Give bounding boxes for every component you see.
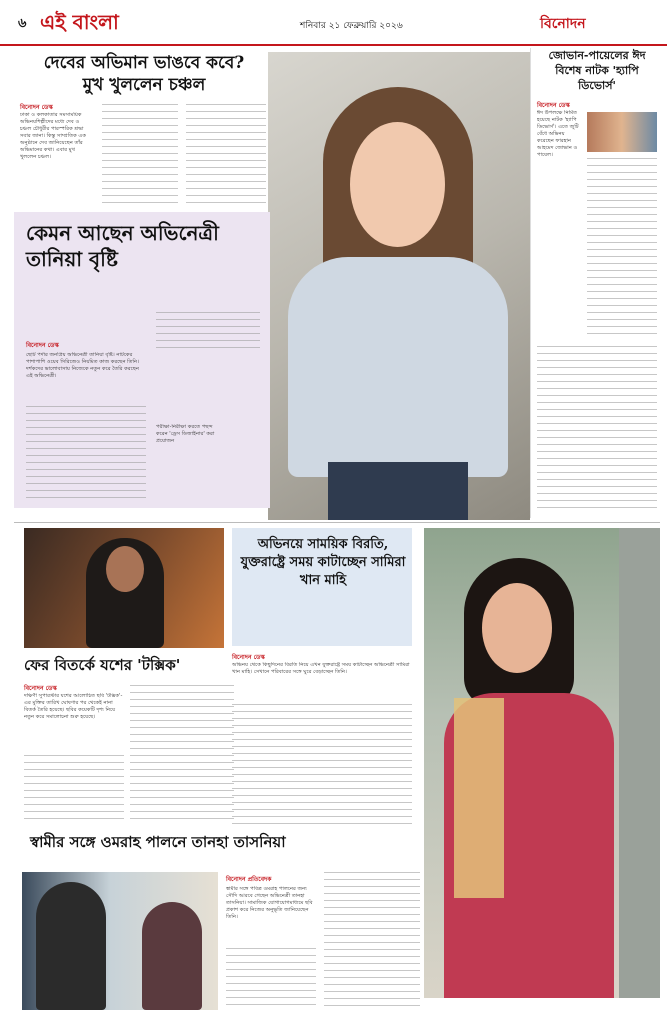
headline: দেবের অভিমান ভাঙবে কবে? মুখ খুললেন চঞ্চল [43, 53, 245, 95]
text-column [226, 948, 316, 1008]
text-column [26, 406, 146, 502]
article-text: অভিনয় থেকে কিছুদিনের বিরতি নিয়ে এখন যুক্তরাষ্ট্রে সময় কাটাচ্ছেন অভিনেত্রী সামিরা খান মাহি। সেখানে পরিবারের সঙ্গে ঘুরে বেড়াচ্ছেন তিনি। [232, 662, 410, 675]
pillar-shape [619, 528, 660, 998]
headline: স্বামীর সঙ্গে ওমরাহ পালনে তানহা তাসনিয়া [30, 833, 286, 851]
article-jovan [530, 48, 661, 518]
article-tanha [14, 832, 424, 1012]
headline: ফের বিতর্কে যশের 'টক্সিক' [24, 656, 181, 674]
figure-shape [142, 902, 202, 1010]
article-text: ঈদ উপলক্ষে নির্মিত হয়েছে নাটক 'হ্যাপি ডিভোর্স'। এতে জুটি বেঁধে অভিনয় করেছেন ফারহান আহমেদ জোভান ও পায়েল। [537, 110, 579, 158]
photo-tanha [22, 872, 218, 1010]
section-title: বিনোদন [540, 16, 586, 32]
photo-tania [268, 52, 530, 520]
text-column [24, 755, 124, 821]
byline: বিনোদন ডেস্ক [26, 342, 59, 349]
byline: বিনোদন ডেস্ক [537, 102, 570, 109]
byline: বিনোদন ডেস্ক [24, 685, 57, 692]
headline-box [232, 528, 412, 646]
article-text: স্বামীর সঙ্গে পবিত্র ওমরাহ পালনের জন্য সৌদি আরবে গেছেন অভিনেত্রী তানহা তাসনিয়া। সামাজিক যোগাযোগমাধ্যমে ছবি প্রকাশ করে নিজের অনুভূতি জানিয়েছেন তিনি। [226, 886, 313, 920]
page-header [0, 0, 667, 46]
text-column [156, 312, 260, 352]
photo-mahi [424, 528, 660, 998]
text-column [587, 158, 657, 338]
photo-jeet [24, 528, 224, 648]
photo-caption: পরীক্ষা-নিরীক্ষা করতে পছন্দ করেন 'ড্রেস ডিজাইনার' করা প্রয়োজন [156, 424, 215, 444]
byline: বিনোদন ডেস্ক [232, 654, 265, 661]
text-column [130, 685, 234, 821]
headline: জোভান-পায়েলের ঈদ বিশেষ নাটক 'হ্যাপি ডিভোর্স' [548, 49, 646, 92]
article-tania [14, 212, 270, 508]
issue-date: শনিবার ২১ ফেব্রুয়ারি ২০২৬ [300, 21, 403, 31]
figure-shape [36, 882, 106, 1010]
article-text: ছোট পর্দার জনপ্রিয় অভিনেত্রী তানিয়া বৃষ্টি। নাটকের পাশাপাশি ওয়েব সিরিজেও নিয়মিত কাজ করছেন তিনি। দর্শকদের ভালোবাসায় নিজেকে নতুন করে তৈরি করছেন এই অভিনেত্রী। [26, 352, 139, 379]
face-shape [106, 546, 144, 592]
text-column [537, 346, 657, 514]
byline: বিনোদন ডেস্ক [20, 104, 53, 111]
article-mahi [232, 528, 422, 828]
face-shape [350, 122, 445, 247]
article-text: দক্ষিণী সুপারস্টার যশের আলোচিত ছবি 'টক্সিক'-এর মুক্তির তারিখ ঘোষণার পর থেকেই নানা বিতর্ক তৈরি হয়েছে। ছবির কয়েকটি দৃশ্য নিয়ে নতুন করে সমালোচনা শুরু হয়েছে। [24, 693, 123, 720]
headline: অভিনয়ে সাময়িক বিরতি, যুক্তরাষ্ট্রে সময় কাটাচ্ছেন সামিরা খান মাহি [240, 537, 406, 588]
scarf-shape [454, 698, 504, 898]
text-column [102, 104, 178, 204]
text-column [324, 872, 420, 1008]
photo-jovan-payel [587, 112, 657, 152]
article-jeet [14, 655, 234, 825]
text-column [186, 104, 266, 204]
headline: কেমন আছেন অভিনেত্রী তানিয়া বৃষ্টি [26, 221, 219, 271]
article-chanchal [14, 52, 269, 212]
shirt-shape [288, 257, 508, 477]
brand-logo: এই বাংলা [40, 10, 119, 34]
jeans-shape [328, 462, 468, 520]
page-number: ৬ [18, 16, 27, 31]
article-text: ঢাকা ও কলকাতার সমসাময়িক অভিনয়শিল্পীদের মধ্যে দেব ও চঞ্চল চৌধুরীর পারস্পরিক শ্রদ্ধা সবার জানা। কিন্তু সাম্প্রতিক এক অনুষ্ঠানে দেব জানিয়েছেন তাঁর অভিমানের কথা। এবার মুখ খুললেন চঞ্চল। [20, 112, 86, 160]
text-column [232, 704, 412, 828]
divider [14, 522, 660, 523]
face-shape [482, 583, 552, 673]
byline: বিনোদন প্রতিবেদক [226, 876, 272, 883]
